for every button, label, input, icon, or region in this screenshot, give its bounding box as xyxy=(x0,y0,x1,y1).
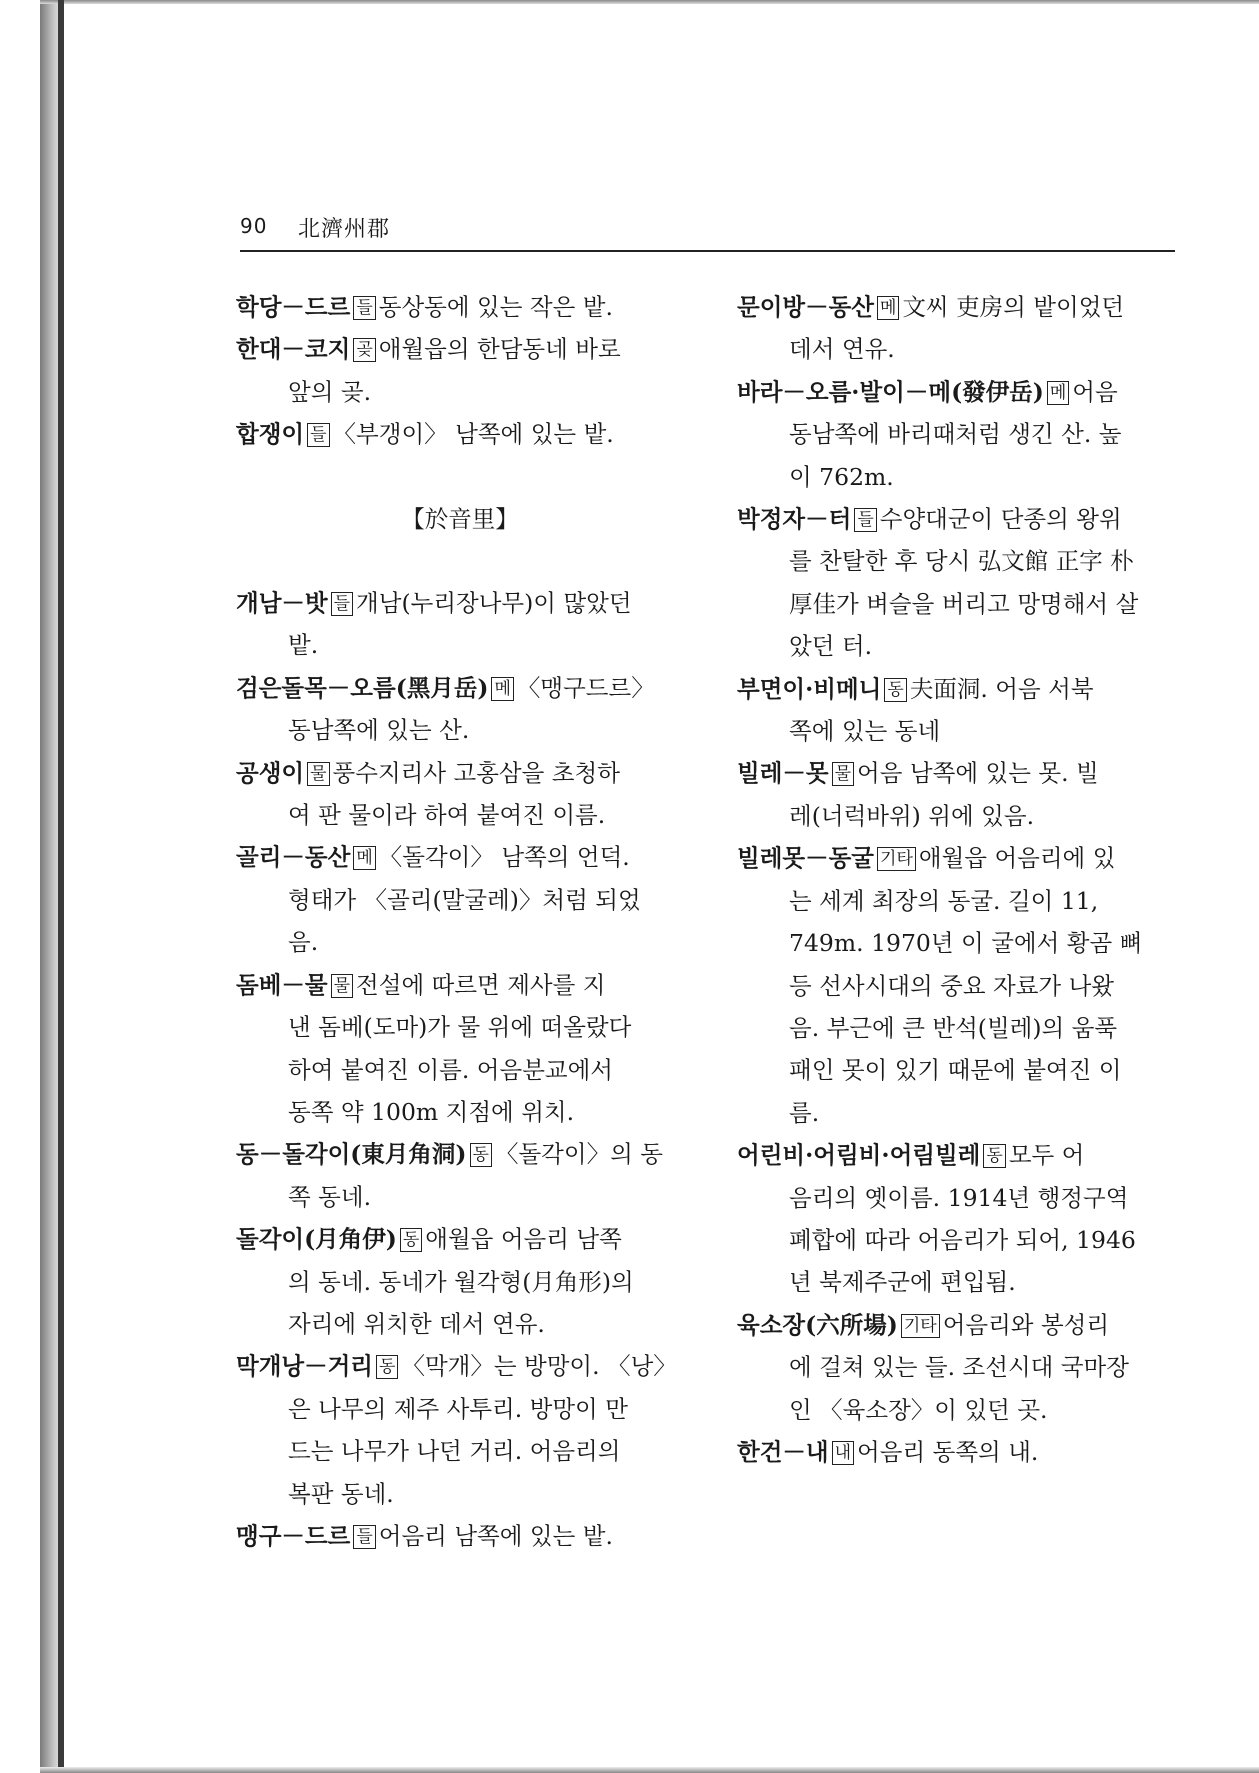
entry-text: 의 동네. 동네가 월각형(月角形)의 xyxy=(288,1267,634,1296)
entry-text: 등 선사시대의 중요 자료가 나왔 xyxy=(789,971,1114,1000)
entry-text: 어음 남쪽에 있는 못. 빌 xyxy=(857,759,1099,788)
entry-continuation-line xyxy=(737,1219,1177,1261)
entry-continuation-line xyxy=(236,1006,684,1048)
entry-text: 낸 돔베(도마)가 물 위에 떠올랐다 xyxy=(288,1013,632,1042)
category-tag: 동 xyxy=(884,678,906,702)
page-bottom-shadow xyxy=(40,1767,1259,1773)
entry-continuation-line xyxy=(737,1177,1177,1219)
entry-continuation-line xyxy=(737,456,1177,498)
category-tag: 메 xyxy=(877,296,899,320)
entry-first-line xyxy=(236,836,684,878)
entry-text: 데서 연유. xyxy=(789,335,895,364)
entry-text: 복판 동네. xyxy=(288,1479,394,1508)
entry-text: 하여 붙여진 이름. 어음분교에서 xyxy=(288,1055,613,1084)
entry-first-line xyxy=(737,1304,1177,1346)
entry-term: 한대－코지 xyxy=(236,335,351,364)
entry-continuation-line xyxy=(737,413,1177,455)
entry-text: 형태가 〈골리(말굴레)〉처럼 되었 xyxy=(288,885,641,914)
page-header xyxy=(240,208,1175,252)
dictionary-entry xyxy=(236,413,684,455)
dictionary-entry xyxy=(236,1218,684,1345)
entry-first-line xyxy=(236,286,684,328)
entry-text: 모두 어 xyxy=(1008,1141,1085,1170)
dictionary-entry xyxy=(236,964,684,1134)
entry-first-line xyxy=(236,413,684,455)
entry-term: 바라－오름·발이－메(發伊岳) xyxy=(737,377,1044,406)
entry-term: 빌레못－동굴 xyxy=(737,844,875,873)
section-heading: 【於音里】 xyxy=(401,504,519,533)
entry-text: 厚佳가 벼슬을 버리고 망명해서 살 xyxy=(789,589,1139,618)
entry-first-line xyxy=(737,752,1177,794)
dictionary-entry xyxy=(737,668,1177,753)
category-tag: 동 xyxy=(983,1144,1005,1168)
book-title: 北濟州郡 xyxy=(298,217,391,242)
dictionary-entry xyxy=(737,1134,1177,1304)
entry-text: 았던 터. xyxy=(789,632,873,661)
entry-continuation-line xyxy=(236,1303,684,1345)
entry-continuation-line xyxy=(737,922,1177,964)
entry-continuation-line xyxy=(737,1049,1177,1091)
entry-continuation-line xyxy=(236,371,684,413)
dictionary-entry xyxy=(236,582,684,667)
entry-first-line xyxy=(737,1134,1177,1176)
entry-text: 동상동에 있는 작은 밭. xyxy=(378,293,613,321)
dictionary-entry xyxy=(737,371,1177,498)
dictionary-entry xyxy=(236,836,684,963)
entry-term: 학당－드르 xyxy=(236,293,351,321)
entry-term: 돔베－물 xyxy=(236,970,328,999)
entry-term: 한건－내 xyxy=(737,1437,829,1466)
entry-continuation-line xyxy=(236,1091,684,1133)
entry-first-line xyxy=(737,498,1177,540)
entry-continuation-line xyxy=(236,921,684,963)
entry-text: 쪽 동네. xyxy=(288,1182,372,1211)
entry-text: 어음리 남쪽에 있는 밭. xyxy=(378,1521,613,1550)
entry-term: 개남－밧 xyxy=(236,589,328,618)
category-tag: 기타 xyxy=(901,1314,940,1338)
category-tag: 동 xyxy=(400,1228,422,1252)
dictionary-entry xyxy=(236,752,684,837)
entry-term: 골리－동산 xyxy=(236,843,351,872)
page-number: 90 xyxy=(240,214,268,238)
entry-first-line xyxy=(737,371,1177,413)
entry-continuation-line xyxy=(236,1176,684,1218)
entry-text: 은 나무의 제주 사투리. 방망이 만 xyxy=(288,1394,628,1423)
category-tag: 메 xyxy=(491,677,513,701)
entry-continuation-line xyxy=(737,1346,1177,1388)
category-tag: 곶 xyxy=(353,338,375,362)
dictionary-entry xyxy=(737,286,1177,371)
category-tag: 메 xyxy=(1047,381,1069,405)
entry-continuation-line xyxy=(236,1473,684,1515)
entry-text: 애월읍의 한담동네 바로 xyxy=(378,335,621,364)
right-column xyxy=(737,286,1177,1473)
entry-first-line xyxy=(236,752,684,794)
entry-continuation-line xyxy=(737,710,1177,752)
entry-text: 폐합에 따라 어음리가 되어, 1946 xyxy=(789,1225,1136,1254)
entry-text: 름. xyxy=(789,1098,820,1127)
entry-text: 전설에 따르면 제사를 지 xyxy=(356,970,606,999)
dictionary-entry xyxy=(737,1431,1177,1473)
entry-text: 를 찬탈한 후 당시 弘文館 正字 朴 xyxy=(789,547,1134,576)
entry-term: 공생이 xyxy=(236,758,305,787)
entry-continuation-line xyxy=(737,965,1177,1007)
entry-term: 빌레－못 xyxy=(737,759,829,788)
dictionary-entry xyxy=(737,752,1177,837)
entry-text: 수양대군이 단종의 왕위 xyxy=(879,505,1122,534)
entry-text: 쪽에 있는 동네 xyxy=(789,717,941,746)
entry-continuation-line xyxy=(236,1261,684,1303)
dictionary-entry xyxy=(737,498,1177,668)
entry-text: 〈맹구드르〉 xyxy=(516,673,655,702)
entry-continuation-line xyxy=(236,624,684,666)
entry-term: 막개낭－거리 xyxy=(236,1352,374,1381)
entry-text: 음. xyxy=(288,928,319,957)
entry-term: 어린비·어림비·어림빌레 xyxy=(737,1141,981,1170)
entry-text: 〈막개〉는 방망이. 〈낭〉 xyxy=(401,1352,677,1381)
entry-text: 풍수지리사 고홍삼을 초청하 xyxy=(332,758,620,787)
entry-term: 문이방－동산 xyxy=(737,293,875,321)
entry-text: 에 걸쳐 있는 들. 조선시대 국마장 xyxy=(789,1353,1129,1382)
entry-continuation-line xyxy=(737,1389,1177,1431)
entry-first-line xyxy=(737,668,1177,710)
entry-term: 돌각이(月角伊) xyxy=(236,1225,397,1254)
entry-term: 박정자－터 xyxy=(737,505,852,534)
entry-continuation-line xyxy=(236,1049,684,1091)
entry-first-line xyxy=(737,837,1177,879)
entry-continuation-line xyxy=(737,1007,1177,1049)
entry-term: 맹구－드르 xyxy=(236,1521,351,1550)
entry-text: 夫面洞. 어음 서북 xyxy=(909,674,1094,703)
dictionary-entry xyxy=(236,328,684,413)
entry-continuation-line xyxy=(236,794,684,836)
entry-text: 드는 나무가 나던 거리. 어음리의 xyxy=(288,1437,621,1466)
category-tag: 들 xyxy=(854,508,876,532)
category-tag: 기타 xyxy=(877,847,916,871)
page-top-shadow xyxy=(40,0,1259,4)
entry-text: 어음리와 봉성리 xyxy=(942,1310,1110,1339)
entry-continuation-line xyxy=(737,583,1177,625)
entry-text: 동남쪽에 바리때처럼 생긴 산. 높 xyxy=(789,420,1122,449)
page-edge xyxy=(58,0,64,1773)
entry-text: 자리에 위치한 데서 연유. xyxy=(288,1309,545,1338)
entry-text: 개남(누리장나무)이 많았던 xyxy=(356,589,632,618)
dictionary-entry xyxy=(737,837,1177,1134)
entry-text: 음리의 옛이름. 1914년 행정구역 xyxy=(789,1183,1129,1212)
entry-first-line xyxy=(236,964,684,1006)
category-tag: 동 xyxy=(376,1355,398,1379)
dictionary-entry xyxy=(236,286,684,328)
entry-first-line xyxy=(236,1345,684,1387)
entry-first-line xyxy=(737,286,1177,328)
entry-term: 동－돌각이(東月角洞) xyxy=(236,1140,467,1169)
category-tag: 물 xyxy=(331,974,353,998)
dictionary-entry xyxy=(236,1133,684,1218)
entry-text: 밭. xyxy=(288,631,319,660)
dictionary-entry xyxy=(236,1515,684,1557)
entry-first-line xyxy=(236,328,684,370)
entry-text: 이 762m. xyxy=(789,462,894,491)
entry-term: 검은돌목－오름(黑月岳) xyxy=(236,673,489,702)
entry-text: 여 판 물이라 하여 붙여진 이름. xyxy=(288,801,606,830)
entry-text: 년 북제주군에 편입됨. xyxy=(789,1268,1016,1297)
entry-text: 文씨 吏房의 밭이었던 xyxy=(902,293,1125,321)
entry-text: 〈돌각이〉의 동 xyxy=(494,1140,663,1169)
entry-first-line xyxy=(236,582,684,624)
entry-text: 〈부갱이〉 남쪽에 있는 밭. xyxy=(332,420,614,449)
entry-text: 어음리 동쪽의 내. xyxy=(857,1437,1039,1466)
entry-text: 애월읍 어음리에 있 xyxy=(918,844,1116,873)
dictionary-entry xyxy=(236,1345,684,1515)
entry-continuation-line xyxy=(737,1092,1177,1134)
entry-text: 는 세계 최장의 동굴. 길이 11, xyxy=(789,886,1099,915)
entry-continuation-line xyxy=(236,709,684,751)
category-tag: 들 xyxy=(353,296,375,320)
entry-continuation-line xyxy=(737,1261,1177,1303)
entry-text: 애월읍 어음리 남쪽 xyxy=(425,1225,622,1254)
entry-continuation-line xyxy=(737,880,1177,922)
entry-text: 앞의 곶. xyxy=(288,377,372,406)
entry-continuation-line xyxy=(236,1430,684,1472)
entry-term: 육소장(六所場) xyxy=(737,1310,898,1339)
entry-text: 패인 못이 있기 때문에 붙여진 이 xyxy=(789,1056,1122,1085)
entry-first-line xyxy=(236,1133,684,1175)
entry-continuation-line xyxy=(737,540,1177,582)
entry-text: 동남쪽에 있는 산. xyxy=(288,716,470,745)
entry-term: 합쟁이 xyxy=(236,420,305,449)
entry-continuation-line xyxy=(737,795,1177,837)
entry-first-line xyxy=(737,1431,1177,1473)
category-tag: 메 xyxy=(353,846,375,870)
category-tag: 들 xyxy=(307,423,329,447)
dictionary-entry xyxy=(737,1304,1177,1431)
entry-continuation-line xyxy=(236,1388,684,1430)
entry-first-line xyxy=(236,1515,684,1557)
category-tag: 들 xyxy=(353,1525,375,1549)
entry-text: 음. 부근에 큰 반석(빌레)의 움푹 xyxy=(789,1013,1118,1042)
category-tag: 물 xyxy=(307,762,329,786)
entry-continuation-line xyxy=(737,328,1177,370)
entry-text: 어음 xyxy=(1072,377,1118,406)
entry-term: 부면이·비메니 xyxy=(737,674,882,703)
entry-first-line xyxy=(236,1218,684,1260)
entry-first-line xyxy=(236,667,684,709)
category-tag: 동 xyxy=(470,1143,492,1167)
category-tag: 내 xyxy=(832,1441,854,1465)
entry-text: 레(너럭바위) 위에 있음. xyxy=(789,801,1035,830)
entry-text: 동쪽 약 100m 지점에 위치. xyxy=(288,1097,575,1126)
category-tag: 들 xyxy=(331,592,353,616)
entry-continuation-line xyxy=(737,625,1177,667)
entry-text: 〈돌각이〉 남쪽의 언덕. xyxy=(378,843,630,872)
entry-text: 인 〈육소장〉이 있던 곳. xyxy=(789,1395,1048,1424)
entry-text: 749m. 1970년 이 굴에서 황곰 뼈 xyxy=(789,929,1143,958)
entry-continuation-line xyxy=(236,879,684,921)
left-column xyxy=(236,286,684,1557)
category-tag: 물 xyxy=(832,762,854,786)
dictionary-entry xyxy=(236,667,684,752)
